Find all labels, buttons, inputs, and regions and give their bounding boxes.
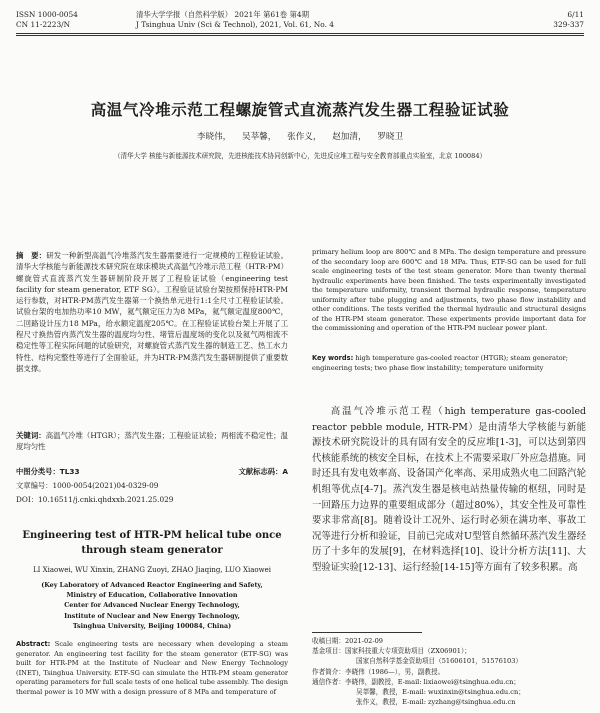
footnote-fund-cont: 国家自然科学基金资助项目（51606101，51576103） <box>356 657 523 666</box>
header-page-frac: 6/11 <box>567 10 584 19</box>
meta-article-no: 文章编号：1000-0054(2021)04-0329-09 <box>16 481 159 490</box>
header-journal-en: J Tsinghua Univ (Sci & Technol), 2021, Vol. 61, No. 4 <box>136 20 334 29</box>
keywords-cn <box>16 430 288 453</box>
english-title: Engineering test of HTR-PM helical tube once through steam generator <box>22 530 282 556</box>
header-cn: CN 11-2223/N <box>16 20 71 29</box>
header-issn: ISSN 1000-0054 <box>16 10 78 19</box>
footnote-received: 收稿日期：2021-02-09 <box>312 637 383 645</box>
english-affiliation-line: (Key Laboratory of Advanced Reactor Engineering and Safety, <box>41 581 263 589</box>
footnote-corresponding-cont: 张作义，教授，E-mail: zyzhang@tsinghua.edu.cn <box>356 698 516 707</box>
english-keywords-label: Key words: <box>312 354 354 362</box>
english-abstract-label: Abstract: <box>16 640 51 648</box>
footnote <box>312 636 586 707</box>
english-affiliation-line: Ministry of Education, Collaborative Innovation <box>66 591 238 600</box>
header-issn-block <box>16 10 78 30</box>
english-authors: LI Xiaowei, WU Xinxin, ZHANG Zuoyi, ZHAO Jiaqing, LUO Xiaowei <box>33 566 271 574</box>
english-abstract-text-left: Scale engineering tests are necessary when developing a steam generator. An engineering test facility for the steam generator (ETF-SG) was built for HTR-PM at the Institute of Nuclear and New Energy Technology (INET), Tsinghua University. ETF-SG can simulate the HTR-PM steam generator operating parameters for full scale tests of one helical tube assembly. The design thermal power is 10 MW with a design pressure of 8 MPa and temperature of <box>16 640 288 696</box>
meta-doi: DOI：10.16511/j.cnki.qhdxxb.2021.25.029 <box>16 495 174 504</box>
english-affiliation-line: Center for Advanced Nuclear Energy Technology, <box>64 601 240 610</box>
english-affiliation <box>24 580 280 631</box>
header-rule-top <box>16 33 584 34</box>
clc: 中图分类号：TL33 <box>16 467 80 476</box>
footnote-rule <box>312 632 422 633</box>
header-rule-bottom <box>16 35 584 36</box>
english-affiliation-line: Institute of Nuclear and New Energy Technology, <box>64 611 240 620</box>
english-keywords-text: high temperature gas-cooled reactor (HTGR); steam generator; engineering tests; two phase flow instability; temperature uniformity <box>312 354 568 372</box>
doc-code: 文献标志码：A <box>238 467 288 476</box>
keywords-cn-label: 关键词： <box>16 431 46 440</box>
header-journal-cn: 清华大学学报（自然科学版） 2021年 第61卷 第4期 <box>136 10 309 19</box>
footnote-corresponding-cont: 吴莘馨，教授，E-mail: wuxinxin@tsinghua.edu.cn； <box>356 688 525 697</box>
author-list: 李晓伟， 吴莘馨， 张作义， 赵加清， 罗晓卫 <box>196 132 404 142</box>
english-keywords <box>312 354 586 373</box>
footnote-bio: 作者简介：李晓伟（1986—），男，副教授。 <box>312 667 445 676</box>
header-pages-block <box>553 10 584 30</box>
keywords-cn-text: 高温气冷堆（HTGR）；蒸汽发生器；工程验证试验；两相流不稳定性；温度均匀性 <box>16 431 288 452</box>
english-affiliation-line: Tsinghua University, Beijing 100084, China) <box>72 621 232 630</box>
header-journal-block <box>136 10 334 30</box>
english-abstract-part1 <box>16 640 288 697</box>
affiliation: （清华大学 核能与新能源技术研究院，先进核能技术协同创新中心，先进反应堆工程与安全教育部重点实验室，北京 100084） <box>113 152 487 160</box>
footnote-fund: 基金项目：国家科技重大专项资助项目（ZX06901）； <box>312 647 471 656</box>
paper-title: 高温气冷堆示范工程螺旋管式直流蒸汽发生器工程验证试验 <box>90 101 510 119</box>
abstract-cn-text: 研发一种新型高温气冷堆蒸汽发生器需要进行一定规模的工程验证试验。清华大学核能与新能源技术研究院在球床模块式高温气冷堆示范工程（HTR-PM）螺旋管式直流蒸汽发生器研制阶段开展了工程验证试验（engineering test facility for steam generator, ETF SG）。工程验证试验台架按照保持HTR-PM运行参数，对HTR-PM蒸汽发生器第一个换热单元进行1:1全尺寸工程验证试验。试验台架的电加热功率10 MW，氦气额定压力为8 MPa，氦气额定温度800℃，二回路设计压力18 MPa，给水额定温度205℃。在工程验证试验台架上开展了工程尺寸换热管内蒸汽发生器的温度均匀性、堵管后温度场的变化以及氦气两相流不稳定性等工程实际问题的试验研究，对螺旋管式蒸汽发生器的制造工艺、热工水力特性、结构完整性等进行了全面验证，并为HTR-PM蒸汽发生器研制提供了重要数据支撑。 <box>16 251 288 373</box>
english-abstract-part2: primary helium loop are 800℃ and 8 MPa. The design temperature and pressure of the secondary loop are 600℃ and 18 MPa. Thus, ETF-SG can be used for full scale engineering tests of the test steam generator. More than twenty thermal hydraulic experiments have been finished. The tests experimentally investigated the temperature uniformity, transient thermal hydraulic response, temperature uniformity after tube plugging and adjustments, two phase flow instability and other conditions. The tests verified the thermal hydraulic and structural designs of the HTR-PM steam generator. These experiments provide important data for the commissioning and operation of the HTR-PM nuclear power plant. <box>312 248 586 332</box>
introduction-paragraph: 高温气冷堆示范工程（high temperature gas-cooled reactor pebble module, HTR-PM）是由清华大学核能与新能源技术研究院设计的具有固有安全的反应堆[1-3]，可以达到第四代核能系统的核安全目标，在技术上不需要采取厂外应急措施。同时还具有发电效率高、设备国产化率高、采用成熟火电二回路汽轮机组等优点[4-7]。蒸汽发生器是核电站热量传输的枢纽，同时是一回路压力边界的重要组成部分（超过80%），其安全性及可靠性要求非常高[8]。随着设计工况外、运行时必须在满功率、事故工况等进行分析和验证，目前已完成对U型管自然循环蒸汽发生器经历了十多年的发展[9]，在材料选择[10]、设计分析方法[11]、大型验证实验[12-13]、运行经验[14-15]等方面有了较多积累。高 <box>312 406 586 573</box>
footnote-corresponding: 通信作者：李晓伟，副教授，E-mail: lixiaowei@tsinghua.edu.cn； <box>312 677 520 686</box>
meta-line-clc <box>16 466 288 478</box>
header-pages: 329-337 <box>553 20 584 29</box>
abstract-cn-label: 摘 要： <box>16 251 47 260</box>
abstract-cn <box>16 250 288 374</box>
